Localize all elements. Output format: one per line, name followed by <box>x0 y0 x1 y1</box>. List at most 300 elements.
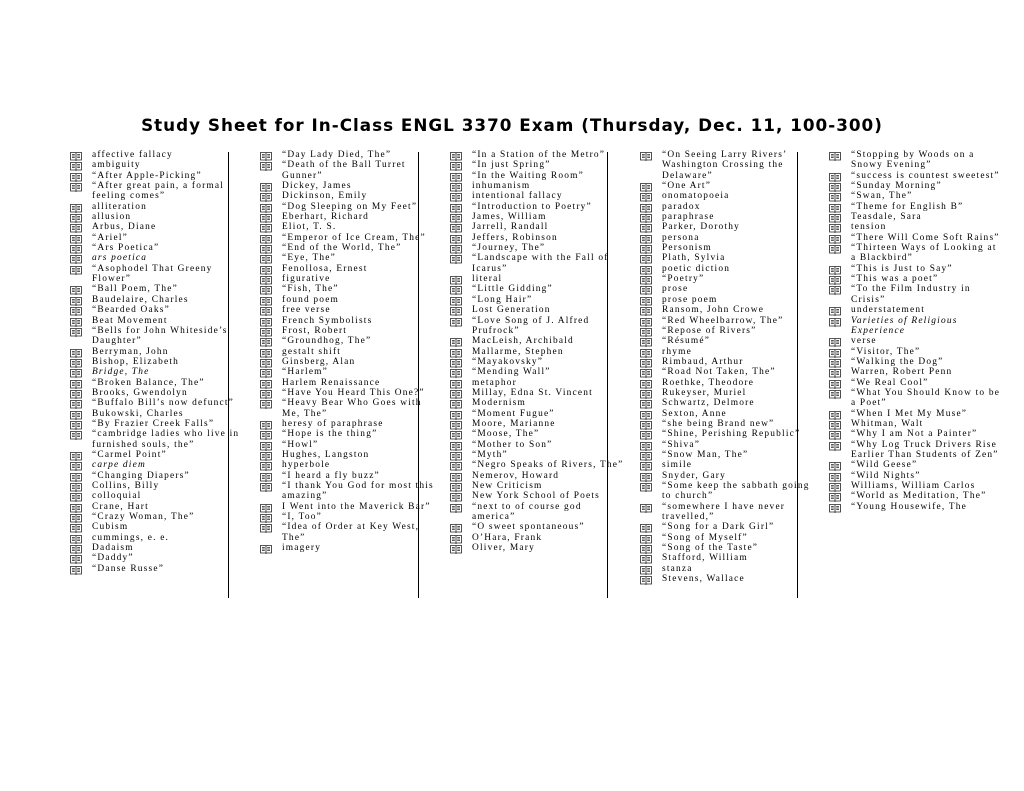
term-label: tension <box>851 222 887 233</box>
list-item <box>640 574 814 584</box>
term-label: “End of the World, The” <box>282 243 402 254</box>
term-label: prose poem <box>662 294 718 305</box>
list-item <box>70 481 244 491</box>
term-label: “Mending Wall” <box>472 367 551 378</box>
term-label: “Myth” <box>472 449 508 460</box>
list-item <box>260 481 434 502</box>
list-item <box>450 233 624 243</box>
term-label: Moore, Marianne <box>472 418 556 429</box>
term-label: Bishop, Elizabeth <box>92 356 180 367</box>
list-item <box>70 460 244 470</box>
term-label: “Stopping by Woods on a Snowy Evening” <box>851 150 975 171</box>
term-label: “Mayakovsky” <box>472 356 544 367</box>
list-item <box>640 388 814 398</box>
list-item <box>70 429 244 450</box>
book-icon <box>70 265 82 275</box>
list-item <box>829 460 1003 470</box>
term-label: cummings, e. e. <box>92 532 170 543</box>
term-label: “Red Wheelbarrow, The” <box>662 315 784 326</box>
list-item <box>640 274 814 284</box>
list-item <box>640 522 814 532</box>
list-item <box>450 502 624 523</box>
term-label: heresy of paraphrase <box>282 418 384 429</box>
term-label: Warren, Robert Penn <box>851 367 953 378</box>
list-item <box>829 367 1003 377</box>
list-item <box>640 191 814 201</box>
list-item <box>70 326 244 347</box>
book-icon <box>260 482 272 492</box>
list-item <box>450 491 624 501</box>
term-label: “Death of the Ball Turret Gunner” <box>282 160 406 181</box>
term-label: Jarrell, Randall <box>472 222 549 233</box>
term-label: Roethke, Theodore <box>662 377 755 388</box>
term-label: Whitman, Walt <box>851 418 924 429</box>
list-item <box>450 357 624 367</box>
list-item <box>829 481 1003 491</box>
term-label: affective fallacy <box>92 150 173 160</box>
list-item <box>640 471 814 481</box>
term-label: Oliver, Mary <box>472 543 535 554</box>
term-label: Sexton, Anne <box>662 408 727 419</box>
list-item <box>640 212 814 222</box>
term-label: “Love Song of J. Alfred Prufrock” <box>472 315 590 336</box>
list-item <box>70 222 244 232</box>
list-item <box>260 181 434 191</box>
list-item <box>260 450 434 460</box>
book-icon <box>640 575 652 585</box>
list-item <box>260 512 434 522</box>
list-item <box>450 398 624 408</box>
column-divider <box>797 152 798 598</box>
list-item <box>829 440 1003 461</box>
term-label: Ginsberg, Alan <box>282 356 356 367</box>
list-item <box>450 160 624 170</box>
term-label: Dickinson, Emily <box>282 191 368 202</box>
list-item <box>70 471 244 481</box>
list-item <box>70 564 244 574</box>
list-item <box>640 502 814 523</box>
term-label: “Moment Fugue” <box>472 408 555 419</box>
term-label: “success is countest sweetest” <box>851 170 1000 181</box>
list-item <box>450 274 624 284</box>
list-item <box>260 316 434 326</box>
list-item <box>640 378 814 388</box>
term-label: Baudelaire, Charles <box>92 294 189 305</box>
list-item <box>829 181 1003 191</box>
term-label: “Heavy Bear Who Goes with Me, The” <box>282 398 422 419</box>
list-item <box>640 564 814 574</box>
book-icon <box>70 565 82 575</box>
list-item <box>640 440 814 450</box>
list-item <box>450 460 624 470</box>
list-item <box>829 222 1003 232</box>
list-item <box>260 326 434 336</box>
term-label: “cambridge ladies who live in furnished souls, the” <box>92 429 240 450</box>
term-label: gestalt shift <box>282 346 342 357</box>
term-label: Beat Movement <box>92 315 168 326</box>
term-label: Lost Generation <box>472 305 551 316</box>
list-item <box>260 253 434 263</box>
term-label: Teasdale, Sara <box>851 212 922 223</box>
list-item <box>70 212 244 222</box>
list-item <box>70 295 244 305</box>
list-item <box>260 336 434 346</box>
term-label: “Song of Myself” <box>662 532 748 543</box>
list-item <box>640 409 814 419</box>
term-label: “Visitor, The” <box>851 346 921 357</box>
term-label: “Asophodel That Greeny Flower” <box>92 263 213 285</box>
list-item <box>70 357 244 367</box>
term-column-3 <box>450 150 624 553</box>
list-item <box>829 429 1003 439</box>
page-title: Study Sheet for In-Class ENGL 3370 Exam (Thursday, Dec. 11, 100-300) <box>141 115 883 135</box>
book-icon <box>829 244 841 254</box>
term-label: “Howl” <box>282 439 319 450</box>
term-label: “After great pain, a formal feeling comes” <box>92 181 225 202</box>
list-item <box>450 533 624 543</box>
term-label: Brooks, Gwendolyn <box>92 387 188 398</box>
term-label: paradox <box>662 201 701 212</box>
list-item <box>829 336 1003 346</box>
list-item <box>260 295 434 305</box>
list-item <box>260 202 434 212</box>
term-label: “Introduction to Poetry” <box>472 201 592 212</box>
term-label: understatement <box>851 305 926 316</box>
list-item <box>450 450 624 460</box>
list-item <box>640 181 814 191</box>
list-item <box>829 233 1003 243</box>
list-item <box>450 388 624 398</box>
list-item <box>450 367 624 377</box>
list-item <box>260 274 434 284</box>
list-item <box>450 243 624 253</box>
term-label: Berryman, John <box>92 346 169 357</box>
term-label: Personism <box>662 243 712 254</box>
term-label: colloquial <box>92 491 142 502</box>
term-label: Rukeyser, Muriel <box>662 387 747 398</box>
list-item <box>640 533 814 543</box>
list-item <box>829 243 1003 264</box>
book-icon <box>450 254 462 264</box>
book-icon <box>640 482 652 492</box>
term-label: “In the Waiting Room” <box>472 170 585 181</box>
list-item <box>640 450 814 460</box>
list-item <box>640 202 814 212</box>
term-label: “I, Too” <box>282 512 323 523</box>
term-label: “Poetry” <box>662 274 705 285</box>
list-item <box>829 264 1003 274</box>
term-label: “Repose of Rivers” <box>662 325 757 336</box>
term-label: “Mother to Son” <box>472 439 553 450</box>
list-item <box>829 284 1003 305</box>
list-item <box>829 357 1003 367</box>
term-label: “Young Housewife, The <box>851 501 967 512</box>
term-label: Millay, Edna St. Vincent <box>472 387 593 398</box>
list-item <box>450 419 624 429</box>
term-label: onomatopoeia <box>662 191 730 202</box>
term-label: “After Apple-Picking” <box>92 170 202 181</box>
term-label: “Ariel” <box>92 232 128 243</box>
term-label: “I thank You God for most this amazing” <box>282 481 434 502</box>
column-divider <box>418 152 419 598</box>
term-label: carpe diem <box>92 460 146 471</box>
list-item <box>829 419 1003 429</box>
list-item <box>640 553 814 563</box>
term-label: “I heard a fly buzz” <box>282 470 380 481</box>
list-item <box>70 512 244 522</box>
list-item <box>70 253 244 263</box>
book-icon <box>640 503 652 513</box>
list-item <box>70 553 244 563</box>
list-item <box>829 409 1003 419</box>
list-item <box>70 367 244 377</box>
list-item <box>70 491 244 501</box>
list-item <box>450 171 624 181</box>
book-icon <box>260 161 272 171</box>
list-item <box>829 171 1003 181</box>
list-item <box>70 347 244 357</box>
list-item <box>640 481 814 502</box>
term-label: “Day Lady Died, The” <box>282 150 392 160</box>
list-item <box>450 336 624 346</box>
term-label: I Went into the Maverick Bar” <box>282 501 431 512</box>
list-item <box>450 150 624 160</box>
list-item <box>450 295 624 305</box>
list-item <box>829 212 1003 222</box>
term-label: poetic diction <box>662 263 731 274</box>
list-item <box>829 502 1003 512</box>
book-icon <box>450 503 462 513</box>
term-label: allusion <box>92 212 132 223</box>
list-item <box>450 409 624 419</box>
list-item <box>640 347 814 357</box>
list-item <box>70 233 244 243</box>
term-label: “Danse Russe” <box>92 563 165 574</box>
term-label: “To the Film Industry in Crisis” <box>851 284 971 305</box>
list-item <box>829 191 1003 201</box>
term-label: “Crazy Woman, The” <box>92 512 195 523</box>
list-item <box>829 305 1003 315</box>
term-label: free verse <box>282 305 331 316</box>
term-label: “World as Meditation, The” <box>851 491 987 502</box>
term-label: Dadaism <box>92 543 134 554</box>
term-label: Harlem Renaissance <box>282 377 381 388</box>
term-label: “This was a poet” <box>851 274 939 285</box>
term-label: MacLeish, Archibald <box>472 336 574 347</box>
term-label: “Idea of Order at Key West, The” <box>282 522 420 543</box>
list-item <box>260 243 434 253</box>
term-label: “One Art” <box>662 181 712 192</box>
list-item <box>260 233 434 243</box>
book-icon <box>260 399 272 409</box>
list-item <box>70 181 244 202</box>
list-item <box>829 471 1003 481</box>
term-label: “Shiva” <box>662 439 701 450</box>
term-label: ambiguity <box>92 160 141 171</box>
list-item <box>450 222 624 232</box>
term-label: Frost, Robert <box>282 325 348 336</box>
list-item <box>260 160 434 181</box>
list-item <box>260 222 434 232</box>
book-icon <box>829 285 841 295</box>
term-label: “Groundhog, The” <box>282 336 372 347</box>
list-item <box>70 171 244 181</box>
term-column-2 <box>260 150 434 553</box>
term-label: Modernism <box>472 398 527 409</box>
list-item <box>450 253 624 274</box>
term-label: “Ball Poem, The” <box>92 284 178 295</box>
list-item <box>260 191 434 201</box>
term-label: “Walking the Dog” <box>851 356 944 367</box>
term-label: “Buffalo Bill’s now defunct” <box>92 398 234 409</box>
term-label: “What You Should Know to be a Poet” <box>851 387 1001 409</box>
term-label: “Changing Diapers” <box>92 470 190 481</box>
list-item <box>829 491 1003 501</box>
list-item <box>640 543 814 553</box>
list-item <box>640 460 814 470</box>
list-item <box>260 471 434 481</box>
list-item <box>70 409 244 419</box>
term-label: “Why I am Not a Painter” <box>851 429 978 440</box>
term-label: “Carmel Point” <box>92 449 167 460</box>
book-icon <box>450 317 462 327</box>
term-label: ars poetica <box>92 253 148 264</box>
column-divider <box>607 152 608 598</box>
term-label: Cubism <box>92 522 129 533</box>
book-icon <box>829 503 841 513</box>
term-label: found poem <box>282 294 340 305</box>
term-label: Rimbaud, Arthur <box>662 356 744 367</box>
term-label: “Wild Geese” <box>851 460 918 471</box>
term-label: New York School of Poets <box>472 491 601 502</box>
term-label: persona <box>662 232 700 243</box>
term-label: “Harlem” <box>282 367 329 378</box>
term-label: intentional fallacy <box>472 191 563 202</box>
list-item <box>450 212 624 222</box>
term-label: “Résumé” <box>662 336 711 347</box>
term-label: stanza <box>662 563 693 574</box>
list-item <box>450 440 624 450</box>
list-item <box>640 295 814 305</box>
list-item <box>70 378 244 388</box>
term-label: “Song for a Dark Girl” <box>662 522 775 533</box>
term-label: “Some keep the sabbath going to church” <box>662 481 810 502</box>
term-label: imagery <box>282 543 322 554</box>
term-label: Crane, Hart <box>92 501 149 512</box>
list-item <box>70 264 244 285</box>
term-label: “Shine, Perishing Republic” <box>662 429 801 440</box>
term-label: “Landscape with the Fall of Icarus” <box>472 253 609 274</box>
list-item <box>70 502 244 512</box>
list-item <box>70 284 244 294</box>
term-label: “Bearded Oaks” <box>92 305 170 316</box>
term-label: Williams, William Carlos <box>851 481 976 491</box>
term-label: inhumanism <box>472 181 531 192</box>
book-icon <box>829 389 841 399</box>
list-item <box>260 347 434 357</box>
book-icon <box>829 151 841 161</box>
list-item <box>70 450 244 460</box>
term-label: “O sweet spontaneous” <box>472 522 585 533</box>
term-label: “Bells for John Whiteside’s Daughter” <box>92 325 228 347</box>
list-item <box>260 543 434 553</box>
book-icon <box>829 317 841 327</box>
list-item <box>260 460 434 470</box>
book-icon <box>70 430 82 440</box>
list-item <box>829 202 1003 212</box>
term-label: rhyme <box>662 346 692 357</box>
term-label: “In just Spring” <box>472 160 551 171</box>
list-item <box>829 378 1003 388</box>
list-item <box>640 357 814 367</box>
list-item <box>260 367 434 377</box>
book-icon <box>829 441 841 451</box>
term-label: “Eye, The” <box>282 253 336 264</box>
term-label: Mallarme, Stephen <box>472 346 564 357</box>
term-label: “When I Met My Muse” <box>851 408 968 419</box>
list-item <box>260 212 434 222</box>
list-item <box>450 191 624 201</box>
book-icon <box>260 544 272 554</box>
term-column-1 <box>70 150 244 574</box>
term-label: “Dog Sleeping on My Feet” <box>282 201 418 212</box>
term-label: “Hope is the thing” <box>282 429 378 440</box>
list-item <box>640 336 814 346</box>
list-item <box>260 440 434 450</box>
term-label: verse <box>851 336 877 347</box>
list-item <box>70 419 244 429</box>
list-item <box>70 150 244 160</box>
term-label: “Fish, The” <box>282 284 339 295</box>
list-item <box>260 429 434 439</box>
list-item <box>640 326 814 336</box>
term-label: O’Hara, Frank <box>472 532 543 543</box>
list-item <box>450 284 624 294</box>
term-label: “Song of the Taste” <box>662 543 759 554</box>
list-item <box>260 419 434 429</box>
term-label: Fenollosa, Ernest <box>282 263 368 274</box>
term-label: Schwartz, Delmore <box>662 398 755 409</box>
list-item <box>70 243 244 253</box>
term-label: “Theme for English B” <box>851 201 964 212</box>
term-label: Hughes, Langston <box>282 449 370 460</box>
list-item <box>450 481 624 491</box>
list-item <box>829 388 1003 409</box>
list-item <box>260 284 434 294</box>
term-column-5 <box>829 150 1003 512</box>
term-label: “she being Brand new” <box>662 418 775 429</box>
list-item <box>640 367 814 377</box>
term-label: “Daddy” <box>92 553 134 564</box>
list-item <box>450 305 624 315</box>
term-label: alliteration <box>92 201 148 212</box>
book-icon <box>70 327 82 337</box>
list-item <box>640 398 814 408</box>
list-item <box>640 222 814 232</box>
term-label: “On Seeing Larry Rivers’ Washington Crossing the Delaware” <box>662 150 787 181</box>
term-label: paraphrase <box>662 212 715 223</box>
term-label: hyperbole <box>282 460 331 471</box>
list-item <box>829 316 1003 337</box>
list-item <box>70 533 244 543</box>
list-item <box>260 150 434 160</box>
term-label: “Road Not Taken, The” <box>662 367 776 378</box>
term-label: “In a Station of the Metro” <box>472 150 606 160</box>
list-item <box>640 243 814 253</box>
list-item <box>829 274 1003 284</box>
term-label: “Sunday Morning” <box>851 181 942 192</box>
list-item <box>829 347 1003 357</box>
